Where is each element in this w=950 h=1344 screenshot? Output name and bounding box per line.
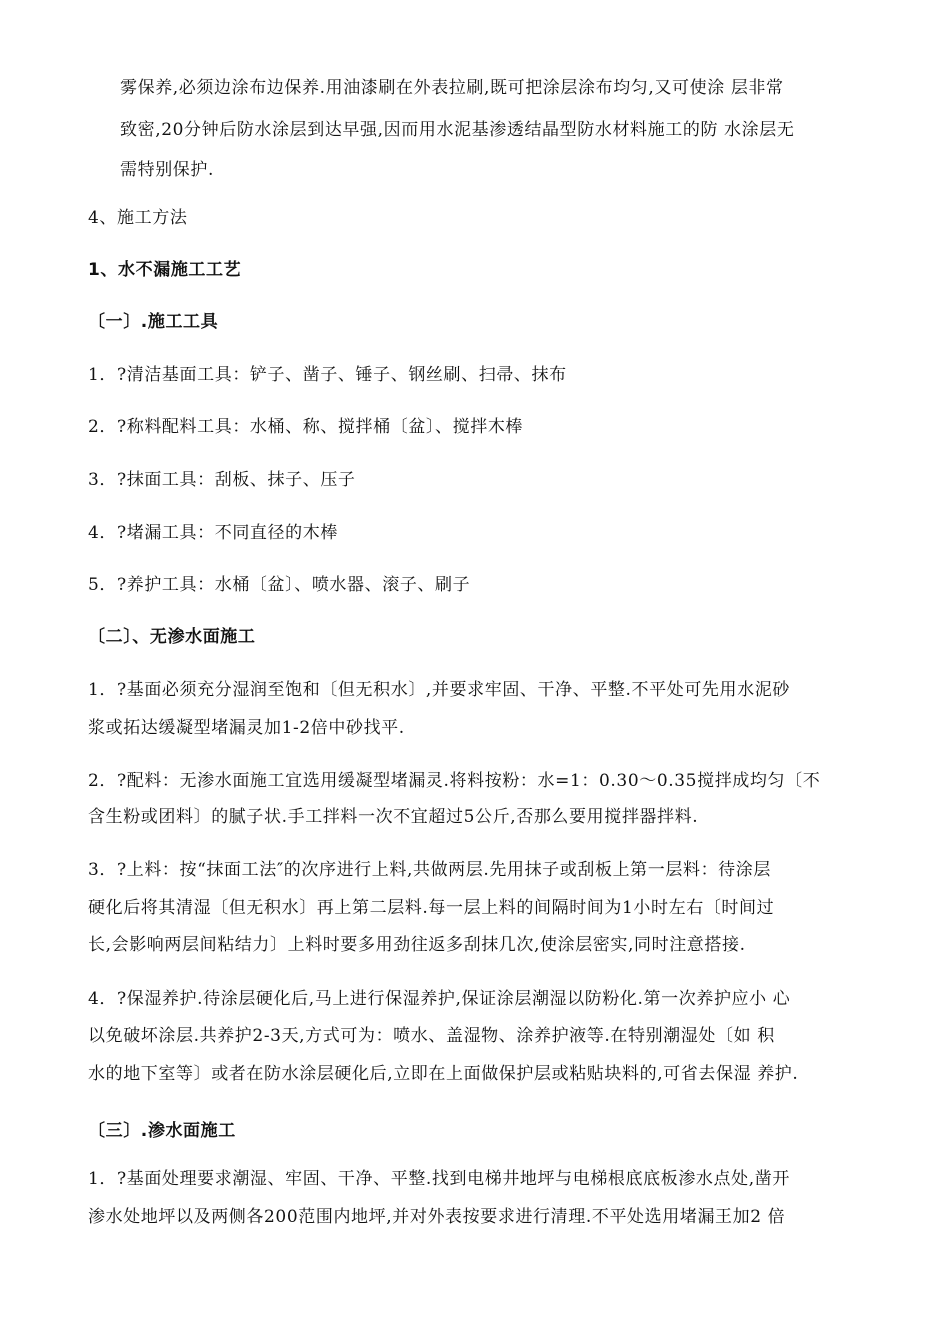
subheading-tools: 〔一〕.施工工具 [88,312,219,332]
dry-step-1-line-1: 1．?基面必须充分湿润至饱和〔但无积水〕,并要求牢固、干净、平整.不平处可先用水泥砂 [88,680,790,700]
dry-step-4-line-3: 水的地下室等〕或者在防水涂层硬化后,立即在上面做保护层或粘贴块料的,可省去保湿 养护. [88,1064,799,1084]
intro-line-3: 需特别保护. [120,160,215,180]
dry-step-2-line-1: 2．?配料：无渗水面施工宜选用缓凝型堵漏灵.将料按粉：水=1：0.30〜0.35搅拌成均匀〔不 [88,771,821,791]
subheading-dry-surface: 〔二〕、无渗水面施工 [88,627,256,647]
intro-line-2: 致密,20分钟后防水涂层到达早强,因而用水泥基渗透结晶型防水材料施工的防 水涂层无 [120,120,795,140]
subheading-wet-surface: 〔三〕.渗水面施工 [88,1121,236,1141]
dry-step-3-line-3: 长,会影响两层间粘结力〕上料时要多用劲往返多刮抹几次,使涂层密实,同时注意搭接. [88,935,746,955]
tool-item-1: 1．?清洁基面工具：铲子、凿子、锤子、钢丝刷、扫帚、抹布 [88,365,567,385]
wet-step-1-line-2: 渗水处地坪以及两侧各200范围内地坪,并对外表按要求进行清理.不平处选用堵漏王加2 倍 [88,1207,786,1227]
intro-line-1: 雾保养,必须边涂布边保养.用油漆刷在外表拉刷,既可把涂层涂布均匀,又可使涂 层非常 [120,78,784,98]
tool-item-3: 3．?抹面工具：刮板、抹子、压子 [88,470,356,490]
section-4-title: 4、施工方法 [88,208,188,228]
heading-water-plug-process: 1、水不漏施工工艺 [88,260,242,280]
dry-step-4-line-1: 4．?保湿养护.待涂层硬化后,马上进行保湿养护,保证涂层潮湿以防粉化.第一次养护应小 心 [88,989,791,1009]
wet-step-1-line-1: 1．?基面处理要求潮湿、牢固、干净、平整.找到电梯井地坪与电梯根底底板渗水点处,凿开 [88,1169,790,1189]
tool-item-4: 4．?堵漏工具：不同直径的木棒 [88,523,338,543]
dry-step-1-line-2: 浆或拓达缓凝型堵漏灵加1-2倍中砂找平. [88,718,405,738]
tool-item-5: 5．?养护工具：水桶〔盆〕、喷水器、滚子、刷子 [88,575,471,595]
dry-step-2-line-2: 含生粉或团料〕的腻子状.手工拌料一次不宜超过5公斤,否那么要用搅拌器拌料. [88,807,699,827]
tool-item-2: 2．?称料配料工具：水桶、称、搅拌桶〔盆〕、搅拌木棒 [88,417,524,437]
dry-step-4-line-2: 以免破坏涂层.共养护2-3天,方式可为：喷水、盖湿物、涂养护液等.在特别潮湿处〔如 积 [88,1026,775,1046]
dry-step-3-line-2: 硬化后将其清湿〔但无积水〕再上第二层料.每一层上料的间隔时间为1小时左右〔时间过 [88,898,775,918]
dry-step-3-line-1: 3．?上料：按“抹面工法″的次序进行上料,共做两层.先用抹子或刮板上第一层料：待涂层 [88,860,771,880]
